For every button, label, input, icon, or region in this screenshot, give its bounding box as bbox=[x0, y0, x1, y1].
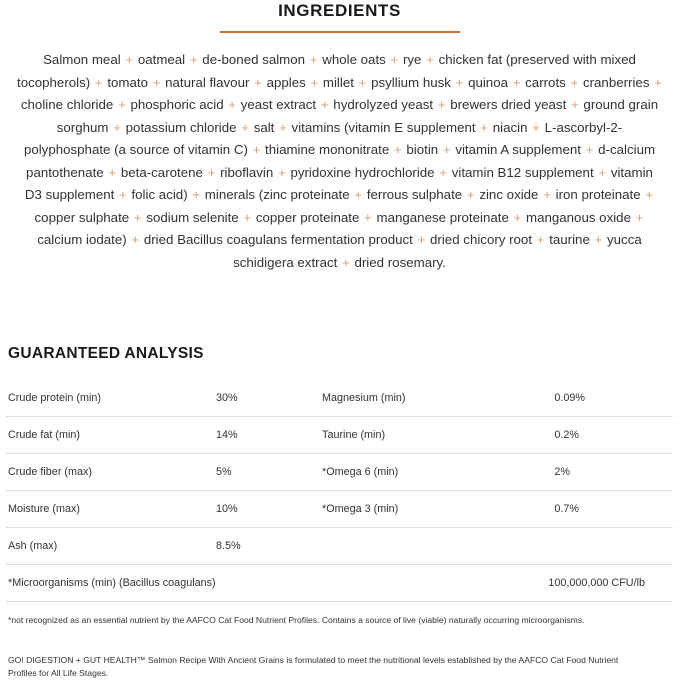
ingredient-separator: + bbox=[121, 52, 137, 67]
ingredient-separator: + bbox=[386, 52, 402, 67]
ingredient-item: hydrolyzed yeast bbox=[333, 97, 434, 112]
ingredient-separator: + bbox=[91, 74, 107, 90]
ingredient-separator: + bbox=[224, 97, 240, 112]
ingredient-item: dried Bacillus coagulans fermentation product bbox=[143, 232, 413, 247]
ingredient-item: quinoa bbox=[468, 74, 508, 90]
ingredient-separator: + bbox=[509, 74, 525, 90]
ingredient-separator: + bbox=[439, 142, 455, 157]
table-row bbox=[6, 380, 673, 417]
ingredient-item: apples bbox=[266, 74, 306, 90]
nutrient-value: 5% bbox=[214, 454, 320, 491]
ingredient-item: L-ascorbyl-2-polyphosphate (a source of vitamin C) bbox=[23, 119, 623, 157]
ingredient-separator: + bbox=[306, 74, 322, 90]
ingredient-separator: + bbox=[435, 164, 451, 180]
ingredient-separator: + bbox=[390, 142, 406, 157]
ingredient-item: folic acid) bbox=[131, 187, 188, 202]
ingredient-item: millet bbox=[322, 74, 354, 90]
table-row bbox=[6, 491, 673, 528]
ingredient-separator: + bbox=[413, 232, 430, 247]
ingredient-item: phosphoric acid bbox=[130, 97, 224, 112]
ingredient-separator: + bbox=[360, 209, 376, 225]
ingredient-item: cranberries bbox=[582, 74, 650, 90]
nutrient-label: Crude protein (min) bbox=[6, 380, 214, 417]
ingredient-item: calcium iodate) bbox=[37, 232, 127, 247]
ingredient-item: choline chloride bbox=[20, 97, 114, 112]
ingredient-item: de-boned salmon bbox=[202, 52, 306, 67]
nutrient-value: 8.5% bbox=[214, 528, 320, 565]
ingredient-item: natural flavour bbox=[165, 74, 250, 90]
nutrient-value: 0.2% bbox=[552, 417, 673, 454]
nutrient-value: 0.09% bbox=[552, 380, 673, 417]
ingredient-item: vitamins (vitamin E supplement bbox=[291, 119, 476, 135]
ingredient-item: d-calcium pantothenate bbox=[26, 142, 656, 180]
nutrient-value: 10% bbox=[214, 491, 320, 528]
ingredient-separator: + bbox=[203, 164, 220, 180]
ingredient-separator: + bbox=[148, 74, 165, 90]
ingredient-separator: + bbox=[239, 209, 255, 225]
ingredient-item: copper sulphate bbox=[34, 209, 130, 225]
ingredient-item: taurine bbox=[549, 232, 590, 247]
ingredients-list bbox=[17, 49, 662, 274]
nutrient-label: *Omega 3 (min) bbox=[320, 491, 552, 528]
ingredient-item: thiamine mononitrate bbox=[265, 142, 390, 157]
ingredient-item: copper proteinate bbox=[255, 209, 360, 225]
ingredient-item: yucca schidigera extract bbox=[233, 232, 642, 270]
nutrient-label: Magnesium (min) bbox=[320, 380, 552, 417]
ingredient-item: iron proteinate bbox=[555, 187, 641, 202]
ingredient-item: dried rosemary. bbox=[354, 254, 446, 270]
nutrient-value: 14% bbox=[214, 417, 320, 454]
nutrient-value: 30% bbox=[214, 380, 320, 417]
ingredient-item: minerals (zinc proteinate bbox=[204, 187, 350, 202]
ingredient-item: dried chicory root bbox=[430, 232, 533, 247]
ingredient-separator: + bbox=[248, 142, 265, 157]
ingredient-separator: + bbox=[476, 119, 492, 135]
ingredient-separator: + bbox=[509, 209, 525, 225]
guaranteed-analysis-tbody bbox=[6, 380, 673, 602]
nutrient-label: Crude fiber (max) bbox=[6, 454, 214, 491]
ingredient-item: Salmon meal bbox=[43, 52, 121, 67]
ingredient-separator: + bbox=[109, 119, 125, 135]
ingredient-separator: + bbox=[354, 74, 371, 90]
ingredient-item: vitamin D3 supplement bbox=[24, 164, 653, 202]
ingredient-separator: + bbox=[566, 74, 582, 90]
ingredient-item: whole oats bbox=[322, 52, 386, 67]
table-row bbox=[6, 417, 673, 454]
ingredient-separator: + bbox=[581, 142, 598, 157]
nutrient-label: Moisture (max) bbox=[6, 491, 214, 528]
ingredient-item: niacin bbox=[492, 119, 528, 135]
ingredient-item: carrots bbox=[525, 74, 566, 90]
ingredient-separator: + bbox=[275, 119, 291, 135]
ingredient-separator: + bbox=[631, 209, 644, 225]
ingredient-item: chicken fat (preserved with mixed tocopherols) bbox=[17, 52, 636, 90]
ingredients-heading: INGREDIENTS bbox=[278, 1, 401, 20]
ingredient-separator: + bbox=[590, 232, 607, 247]
ingredient-item: potassium chloride bbox=[125, 119, 237, 135]
ingredient-item: rye bbox=[402, 52, 422, 67]
ingredient-item: riboflavin bbox=[220, 164, 274, 180]
ingredient-item: biotin bbox=[406, 142, 439, 157]
ingredient-item: vitamin A supplement bbox=[455, 142, 581, 157]
ingredient-separator: + bbox=[104, 164, 120, 180]
ingredient-separator: + bbox=[463, 187, 479, 202]
ingredient-separator: + bbox=[567, 97, 583, 112]
ingredient-separator: + bbox=[130, 209, 146, 225]
ingredient-separator: + bbox=[114, 97, 130, 112]
ingredient-separator: + bbox=[274, 164, 290, 180]
ingredient-item: brewers dried yeast bbox=[450, 97, 567, 112]
table-row bbox=[6, 528, 673, 565]
ingredient-separator: + bbox=[186, 52, 202, 67]
ingredient-separator: + bbox=[434, 97, 450, 112]
ingredient-separator: + bbox=[306, 52, 322, 67]
ingredient-item: manganous oxide bbox=[526, 209, 631, 225]
ingredient-item: pyridoxine hydrochloride bbox=[290, 164, 435, 180]
ingredient-item: yeast extract bbox=[240, 97, 317, 112]
microorganisms-label: *Microorganisms (min) (Bacillus coagulans) bbox=[6, 565, 320, 602]
nutrient-value bbox=[552, 528, 673, 565]
table-row bbox=[6, 454, 673, 491]
ingredient-item: zinc oxide bbox=[479, 187, 539, 202]
ingredient-separator: + bbox=[188, 187, 204, 202]
ingredient-separator: + bbox=[317, 97, 333, 112]
ingredient-separator: + bbox=[594, 164, 610, 180]
ingredient-separator: + bbox=[533, 232, 549, 247]
ingredient-separator: + bbox=[127, 232, 143, 247]
ingredient-separator: + bbox=[422, 52, 438, 67]
ingredient-separator: + bbox=[641, 187, 654, 202]
nutrient-label: Ash (max) bbox=[6, 528, 214, 565]
ingredient-separator: + bbox=[528, 119, 544, 135]
accent-divider bbox=[220, 31, 460, 33]
ingredient-separator: + bbox=[237, 119, 253, 135]
ingredient-item: vitamin B12 supplement bbox=[451, 164, 594, 180]
ingredient-item: sodium selenite bbox=[146, 209, 239, 225]
ingredient-item: manganese proteinate bbox=[376, 209, 509, 225]
table-row bbox=[6, 565, 673, 602]
ingredient-item: ground grain sorghum bbox=[56, 97, 659, 135]
ingredient-separator: + bbox=[115, 187, 131, 202]
ingredient-separator: + bbox=[250, 74, 266, 90]
microorganisms-value: 100,000,000 CFU/lb bbox=[320, 565, 673, 602]
ingredient-separator: + bbox=[539, 187, 555, 202]
nutrient-label: Crude fat (min) bbox=[6, 417, 214, 454]
ingredient-separator: + bbox=[350, 187, 366, 202]
ingredient-item: oatmeal bbox=[137, 52, 186, 67]
ingredients-section bbox=[0, 0, 679, 274]
ingredient-item: beta-carotene bbox=[120, 164, 203, 180]
ingredient-item: tomato bbox=[107, 74, 148, 90]
analysis-footnote: *not recognized as an essential nutrient by the AAFCO Cat Food Nutrient Profiles. Contains a source of live (viable) naturally occurring microorganisms. bbox=[8, 615, 585, 625]
aafco-statement: GO! DIGESTION + GUT HEALTH™ Salmon Recipe With Ancient Grains is formulated to meet the nutritional levels established by the AAFCO Cat Food Nutrient Profiles for All Life Stages. bbox=[8, 655, 619, 678]
nutrient-value: 0.7% bbox=[552, 491, 673, 528]
nutrient-label bbox=[320, 528, 552, 565]
ingredient-item: salt bbox=[253, 119, 275, 135]
ingredient-separator: + bbox=[451, 74, 468, 90]
ingredient-separator: + bbox=[650, 74, 662, 90]
nutrient-value: 2% bbox=[552, 454, 673, 491]
nutrient-label: *Omega 6 (min) bbox=[320, 454, 552, 491]
guaranteed-analysis-heading: GUARANTEED ANALYSIS bbox=[8, 345, 204, 362]
nutrient-label: Taurine (min) bbox=[320, 417, 552, 454]
guaranteed-analysis-table bbox=[6, 380, 673, 602]
ingredient-separator: + bbox=[338, 254, 354, 270]
ingredient-item: psyllium husk bbox=[371, 74, 451, 90]
guaranteed-analysis-section bbox=[0, 344, 679, 689]
ingredient-item: ferrous sulphate bbox=[366, 187, 463, 202]
